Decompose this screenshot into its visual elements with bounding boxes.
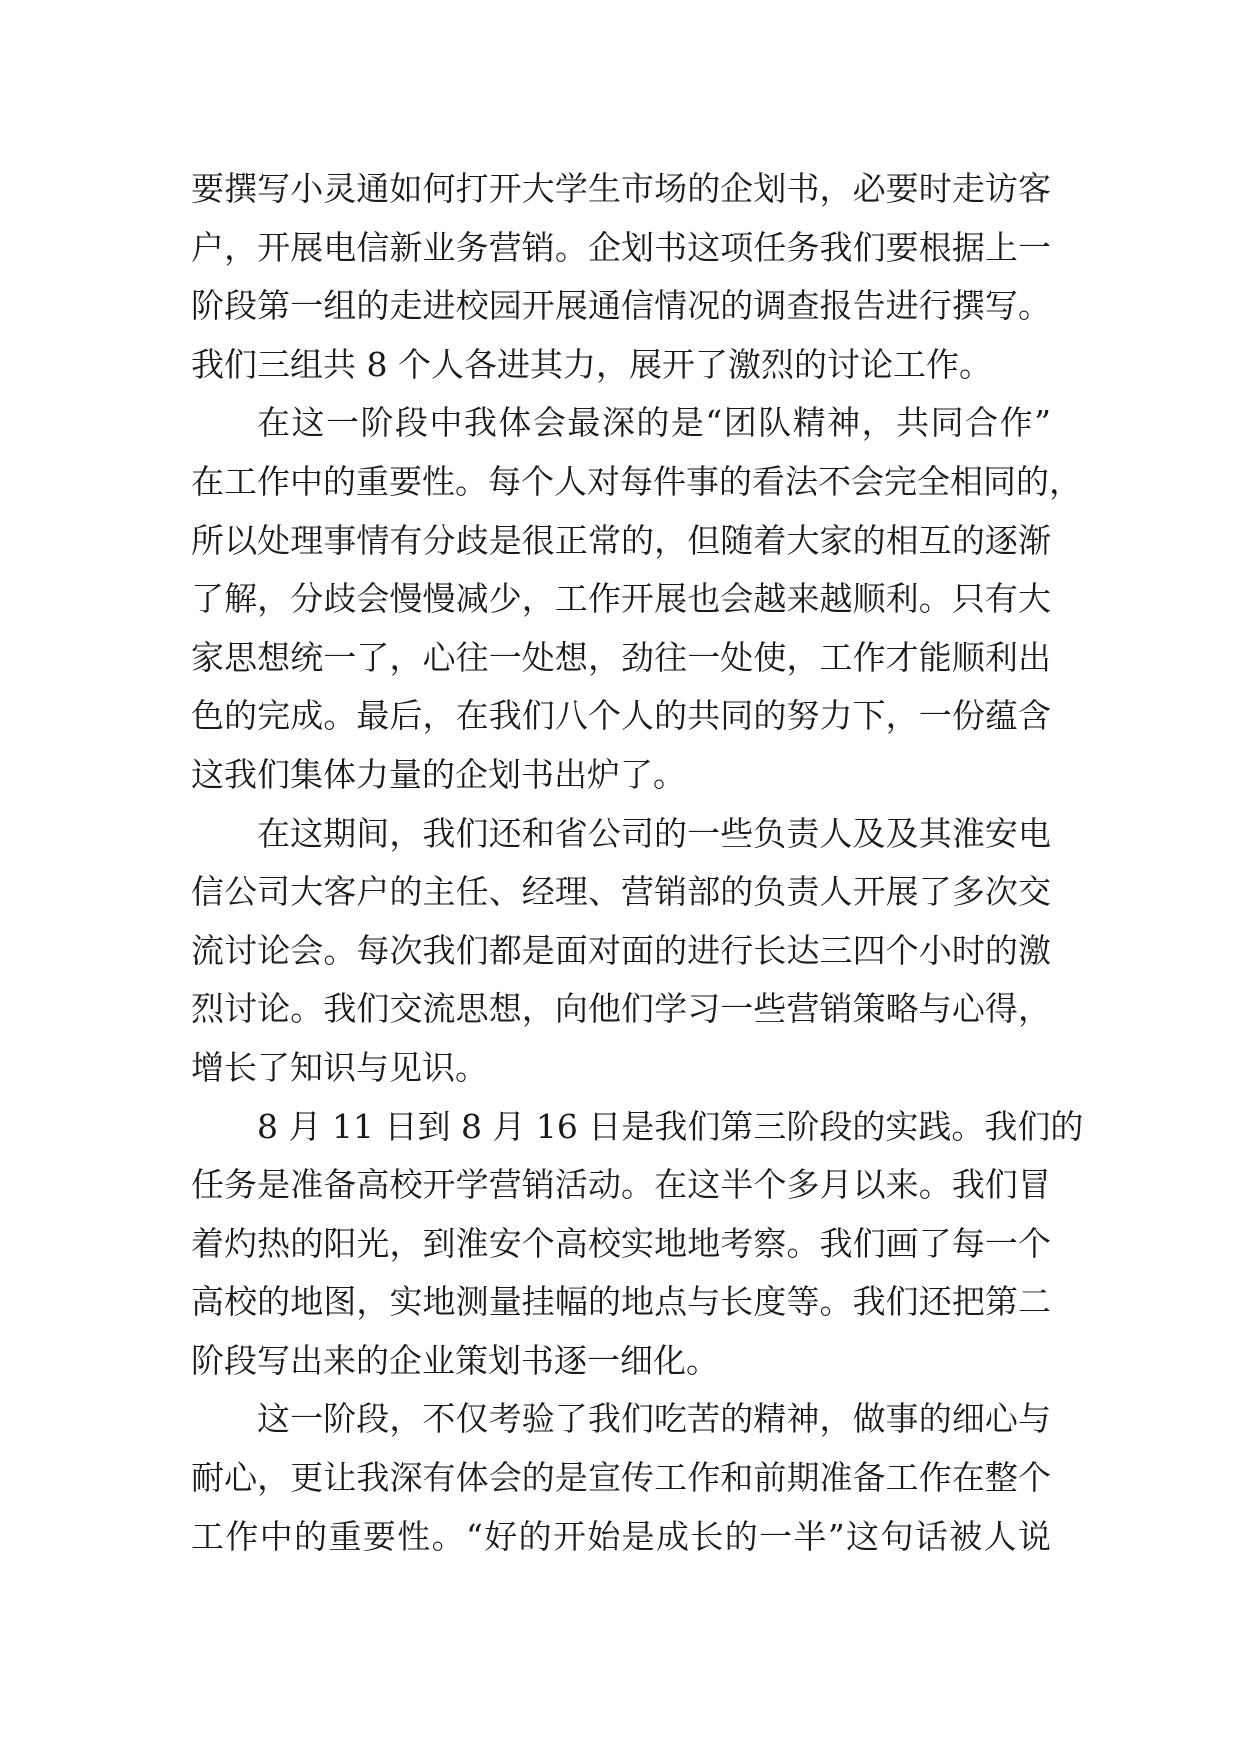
text-line: 增长了知识与见识。 (191, 1047, 488, 1087)
text-line: 高校的地图，实地测量挂幅的地点与长度等。我们还把第二 (191, 1282, 1051, 1322)
text-line: 在工作中的重要性。每个人对每件事的看法不会完全相同的， (191, 461, 1082, 501)
text-line: 我们三组共 8 个人各进其力，展开了激烈的讨论工作。 (191, 344, 992, 384)
text-line: 8 月 11 日到 8 月 16 日是我们第三阶段的实践。我们的 (257, 1106, 1084, 1146)
text-line: 这一阶段，不仅考验了我们吃苦的精神，做事的细心与 (257, 1399, 1051, 1439)
text-line: 烈讨论。我们交流思想，向他们学习一些营销策略与心得， (191, 989, 1051, 1029)
text-line: 阶段写出来的企业策划书逐一细化。 (191, 1340, 719, 1380)
body-text (191, 160, 1084, 1566)
text-line: 色的完成。最后，在我们八个人的共同的努力下，一份蕴含 (191, 696, 1051, 736)
text-line: 工作中的重要性。“好的开始是成长的一半”这句话被人说 (191, 1516, 1051, 1556)
text-line: 在这一阶段中我体会最深的是“团队精神，共同合作” (257, 403, 1051, 443)
text-line: 要撰写小灵通如何打开大学生市场的企划书，必要时走访客 (191, 169, 1051, 208)
text-line: 所以处理事情有分歧是很正常的，但随着大家的相互的逐渐 (191, 520, 1051, 560)
text-line: 这我们集体力量的企划书出炉了。 (191, 754, 686, 794)
text-line: 耐心，更让我深有体会的是宣传工作和前期准备工作在整个 (191, 1458, 1051, 1498)
text-line: 任务是准备高校开学营销活动。在这半个多月以来。我们冒 (191, 1165, 1051, 1205)
text-line: 户，开展电信新业务营销。企划书这项任务我们要根据上一 (191, 227, 1051, 267)
text-line: 家思想统一了，心往一处想，劲往一处使，工作才能顺利出 (191, 637, 1051, 677)
text-line: 在这期间，我们还和省公司的一些负责人及及其淮安电 (257, 813, 1051, 853)
text-line: 阶段第一组的走进校园开展通信情况的调查报告进行撰写。 (191, 286, 1051, 326)
text-line: 了解，分歧会慢慢减少，工作开展也会越来越顺利。只有大 (191, 579, 1051, 619)
text-line: 信公司大客户的主任、经理、营销部的负责人开展了多次交 (191, 872, 1051, 912)
text-line: 流讨论会。每次我们都是面对面的进行长达三四个小时的激 (191, 930, 1051, 970)
text-line: 着灼热的阳光，到淮安个高校实地地考察。我们画了每一个 (191, 1223, 1051, 1263)
